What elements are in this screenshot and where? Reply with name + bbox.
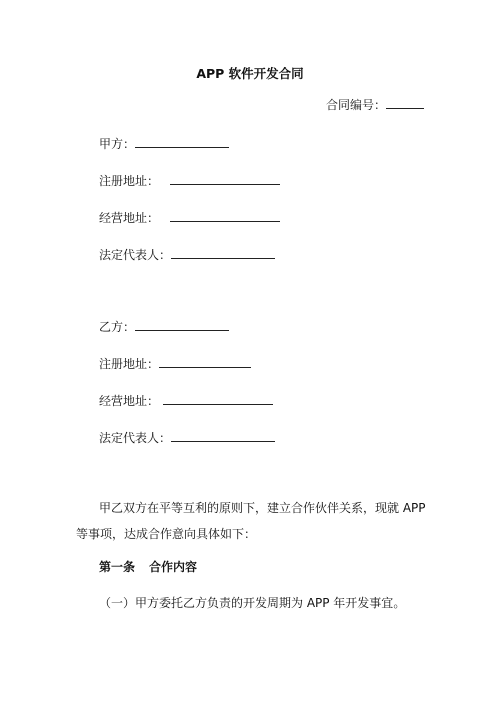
party-a-legal-representative-blank	[171, 246, 275, 259]
party-b-registered-address-label: 注册地址：	[99, 357, 160, 371]
party-a-operating-address-label: 经营地址：	[99, 211, 160, 225]
party-b-registered-address-line	[99, 355, 251, 372]
contract-number-line	[326, 96, 424, 113]
party-b-registered-address-blank	[159, 355, 251, 368]
party-b-operating-address-blank	[163, 392, 273, 405]
party-a-line	[99, 135, 229, 152]
party-a-registered-address-label: 注册地址：	[99, 174, 160, 188]
party-b-operating-address-label: 经营地址：	[99, 394, 160, 408]
party-a-legal-representative-line	[99, 246, 275, 263]
party-a-registered-address-line	[99, 172, 280, 189]
party-b-line	[99, 318, 229, 335]
article-1-title: 合作内容	[149, 560, 198, 574]
party-a-legal-representative-label: 法定代表人：	[99, 248, 172, 262]
intro-paragraph-line-2: 等事项，达成合作意向具体如下：	[76, 527, 257, 541]
party-a-operating-address-line	[99, 209, 280, 226]
clause-1: （一）甲方委托乙方负责的开发周期为 APP 年开发事宜。	[99, 596, 406, 610]
intro-paragraph-line-1: 甲乙双方在平等互利的原则下，建立合作伙伴关系，现就 APP	[99, 501, 426, 515]
party-b-legal-representative-label: 法定代表人：	[99, 431, 172, 445]
party-a-label: 甲方：	[99, 137, 136, 151]
party-b-legal-representative-line	[99, 429, 275, 446]
article-1-heading	[99, 559, 197, 575]
party-b-legal-representative-blank	[171, 429, 275, 442]
contract-number-blank	[386, 96, 424, 109]
party-b-blank	[135, 318, 229, 331]
party-a-blank	[135, 135, 229, 148]
contract-number-label: 合同编号：	[325, 98, 386, 112]
party-a-operating-address-blank	[170, 209, 280, 222]
document-title: APP 软件开发合同	[196, 66, 304, 81]
party-a-registered-address-blank	[170, 172, 280, 185]
party-b-operating-address-line	[99, 392, 273, 409]
party-b-label: 乙方：	[99, 320, 136, 334]
article-1-number: 第一条	[99, 560, 136, 574]
